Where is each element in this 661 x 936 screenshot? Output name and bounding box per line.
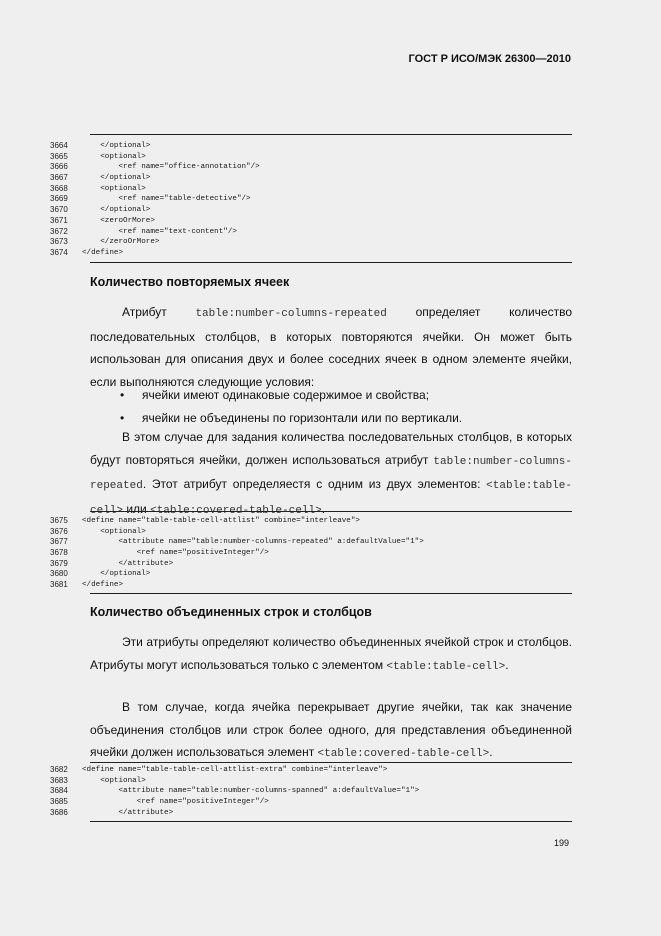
code-line [50, 580, 580, 591]
line-number: 3674 [50, 247, 68, 257]
code-text: <zeroOrMore> [82, 216, 155, 225]
code-line [50, 216, 580, 227]
line-number: 3679 [50, 558, 68, 568]
code-text: </optional> [82, 570, 151, 579]
code-line [50, 194, 580, 205]
code-line [50, 797, 580, 808]
paragraph-covered-cell: В том случае, когда ячейка перекрывает другие ячейки, так как значение объединения столбцов или строк более одного, для представления объединенной ячейки должен использоваться элемент <table:covered-table-cell>. [90, 700, 572, 760]
code-line [50, 765, 580, 776]
code-line [50, 776, 580, 787]
code-line [50, 184, 580, 195]
code-text: <ref name="table-detective"/> [82, 195, 251, 204]
code-text: </zeroOrMore> [82, 238, 160, 247]
line-number: 3671 [50, 215, 68, 225]
code-line [50, 141, 580, 152]
line-number: 3670 [50, 205, 68, 215]
line-number: 3680 [50, 569, 68, 579]
code-line [50, 205, 580, 216]
code-line [50, 559, 580, 570]
inline-code: <table:covered-table-cell> [317, 748, 490, 760]
line-number: 3665 [50, 151, 68, 161]
line-number: 3672 [50, 226, 68, 236]
code-line [50, 808, 580, 819]
inline-code: <table:table-cell> [386, 660, 506, 673]
line-number: 3668 [50, 183, 68, 193]
code-line [50, 152, 580, 163]
page-number: 199 [553, 838, 569, 848]
code-text: </optional> [82, 174, 151, 183]
line-number: 3686 [50, 807, 68, 817]
line-number: 3667 [50, 173, 68, 183]
code-text: <define name="table-table-cell-attlist-extra" combine="interleave"> [82, 766, 388, 774]
code-text: </optional> [82, 142, 151, 150]
section-title-spanned-cells: Количество объединенных строк и столбцов [90, 605, 372, 619]
code-rule-bottom-2 [90, 593, 572, 594]
code-text: <ref name="positiveInteger"/> [82, 798, 269, 807]
line-number: 3685 [50, 797, 68, 807]
line-number: 3678 [50, 548, 68, 558]
code-text: </attribute> [82, 808, 174, 817]
code-text: <define name="table-table-cell-attlist" combine="interleave"> [82, 517, 360, 525]
code-line [50, 227, 580, 238]
code-line [50, 537, 580, 548]
line-number: 3681 [50, 580, 68, 590]
code-block-2 [50, 516, 580, 591]
code-line [50, 569, 580, 580]
code-text: <attribute name="table:number-columns-spanned" a:defaultValue="1"> [82, 787, 420, 796]
code-line [50, 173, 580, 184]
line-number: 3682 [50, 765, 68, 774]
paragraph-repeated-usage: В этом случае для задания количества последовательных столбцов, в которых будут повторяться ячейки, должен использоваться атрибут table:number-columns-repeated. Этот атрибут определяестя с одним из двух элементов: <table:table-cell> или <table:covered-table-cell>. [90, 430, 572, 517]
paragraph-repeated-attr: Атрибут table:number-columns-repeated определяет количество последовательных столбцов, в которых повторяются ячейки. Он может быть использован для описания двух и более соседних ячеек в одном элементе ячейки, если выполняются следующие условия: [90, 305, 572, 389]
code-line [50, 516, 580, 527]
code-text: </define> [82, 248, 124, 257]
code-line [50, 162, 580, 173]
code-rule-bottom-3 [90, 821, 572, 822]
section-title-repeated-cells: Количество повторяемых ячеек [90, 275, 290, 289]
code-text: </attribute> [82, 559, 174, 568]
conditions-list [90, 384, 572, 429]
code-text: <attribute name="table:number-columns-repeated" a:defaultValue="1"> [82, 538, 424, 547]
code-text: <ref name="office-annotation"/> [82, 163, 260, 172]
line-number: 3684 [50, 786, 68, 796]
paragraph-spanned-attr: Эти атрибуты определяют количество объединенных ячейкой строк и столбцов. Атрибуты могут использоваться только с элементом <table:table-cell>. [90, 635, 572, 673]
code-line [50, 237, 580, 248]
code-line [50, 527, 580, 538]
code-text: </define> [82, 581, 124, 590]
line-number: 3676 [50, 526, 68, 536]
line-number: 3683 [50, 775, 68, 785]
code-text: <ref name="text-content"/> [82, 227, 237, 236]
code-text: <optional> [82, 527, 146, 536]
code-rule-bottom-1 [90, 262, 572, 263]
code-text: </optional> [82, 206, 151, 215]
code-line [50, 548, 580, 559]
code-text: <optional> [82, 152, 146, 161]
code-text: <ref name="positiveInteger"/> [82, 549, 269, 558]
code-rule-top-2 [90, 511, 572, 512]
code-rule-top-3 [90, 762, 572, 763]
line-number: 3673 [50, 237, 68, 247]
list-item: • ячейки не объединены по горизонтали или по вертикали. [120, 410, 463, 425]
code-text: <optional> [82, 184, 146, 193]
line-number: 3669 [50, 194, 68, 204]
inline-code: <table:covered-table-cell> [150, 504, 322, 517]
code-rule-top-1 [90, 134, 572, 135]
inline-code: <table:table-cell> [90, 480, 572, 517]
code-text: <optional> [82, 776, 146, 785]
code-block-3 [50, 765, 580, 818]
inline-code: table:number-columns-repeated [195, 308, 387, 320]
line-number: 3675 [50, 516, 68, 525]
code-block-1 [50, 141, 580, 259]
inline-code: table:number-columns-repeated [90, 455, 572, 492]
code-line [50, 248, 580, 259]
line-number: 3677 [50, 537, 68, 547]
page-header: ГОСТ Р ИСО/МЭК 26300—2010 [408, 53, 571, 65]
code-line [50, 786, 580, 797]
line-number: 3666 [50, 162, 68, 172]
list-item: • ячейки имеют одинаковые содержимое и свойства; [120, 388, 430, 402]
line-number: 3664 [50, 141, 68, 150]
